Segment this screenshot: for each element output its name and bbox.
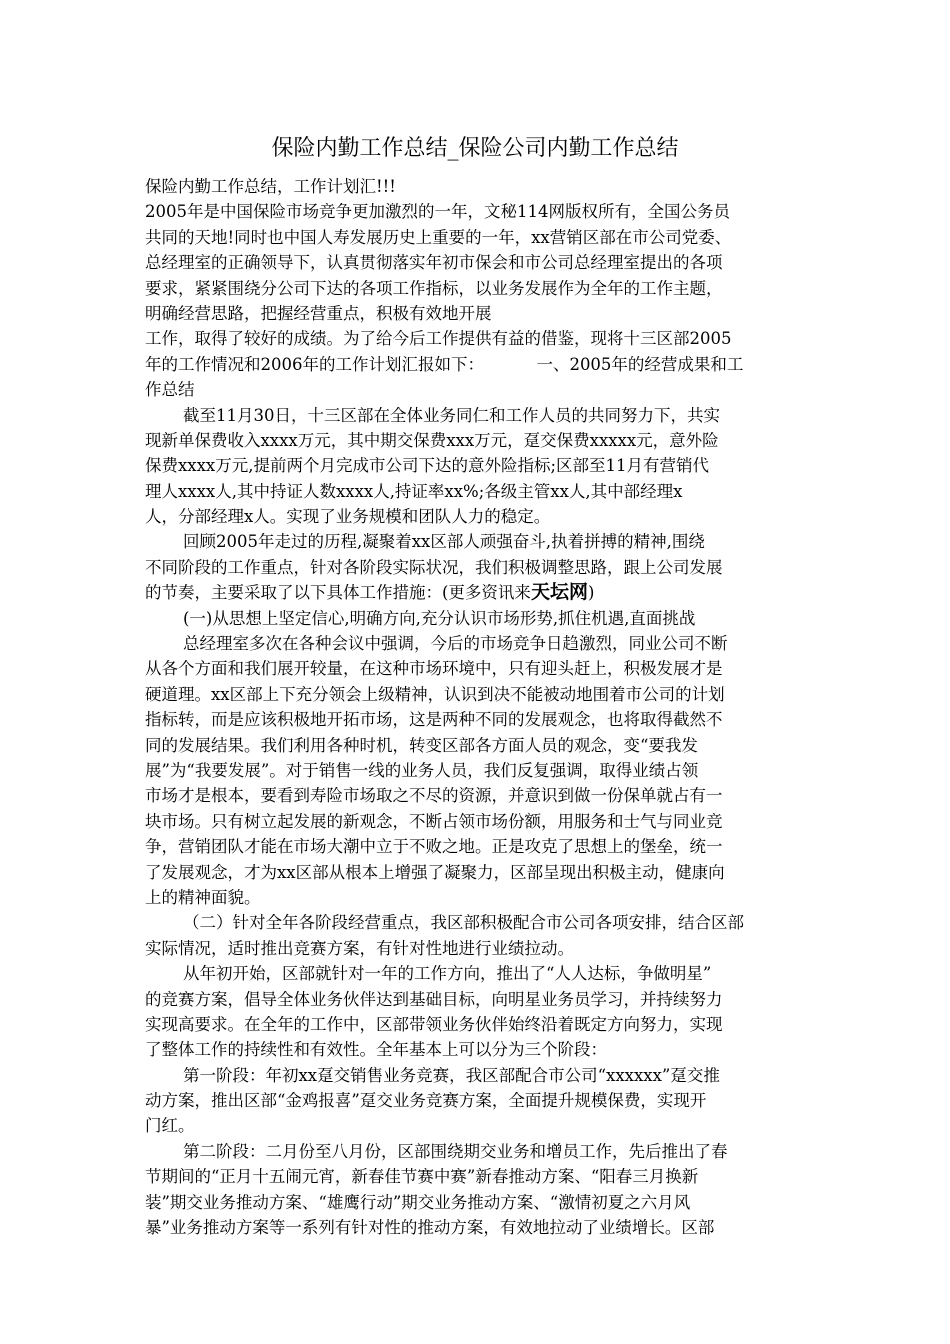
text-line-content: （二）针对全年各阶段经营重点，我区部积极配合市公司各项安排，结合区部 [183, 913, 744, 933]
text-line [145, 301, 810, 326]
text-line-inner [145, 733, 698, 758]
text-line [145, 453, 810, 478]
text-line [145, 631, 810, 656]
text-line-inner [183, 1063, 720, 1088]
text-line-content: 2005年是中国保险市场竞争更加激烈的一年，文秘114网版权所有，全国公务员 [145, 202, 730, 222]
text-line [145, 656, 810, 681]
text-line-inner [145, 250, 723, 275]
text-line-content: 从各个方面和我们展开较量，在这种市场环境中，只有迎头赶上，积极发展才是 [145, 659, 723, 679]
text-line-inner [145, 834, 723, 859]
text-line-content: 指标转，而是应该积极地开拓市场，这是两种不同的发展观念，也将取得截然不 [145, 710, 723, 730]
text-line-inner [145, 809, 723, 834]
text-line-inner [145, 326, 732, 351]
text-line-content: 装”期交业务推动方案、“雄鹰行动”期交业务推动方案、“激情初夏之六月风 [145, 1192, 691, 1212]
text-line-inner [145, 301, 492, 326]
text-line-inner [145, 1215, 714, 1240]
text-line-content: 的节奏，主要采取了以下具体工作措施：(更多资讯来 [145, 583, 531, 603]
text-line-content: 截至11月30日，十三区部在全体业务同仁和工作人员的共同努力下，共实 [183, 405, 720, 425]
text-line-content: 实际情况，适时推出竞赛方案，有针对性地进行业绩拉动。 [145, 938, 574, 958]
text-line [145, 606, 810, 631]
text-line-content: 保费xxxx万元,提前两个月完成市公司下达的意外险指标;区部至11月有营销代 [145, 456, 710, 476]
text-line-content: 争，营销团队才能在市场大潮中立于不败之地。正是攻克了思想上的堡垒，统一 [145, 837, 723, 857]
text-line [145, 1139, 810, 1164]
text-line [145, 885, 810, 910]
text-line-content: 理人xxxx人,其中持证人数xxxx人,持证率xx%;各级主管xx人,其中部经理x [145, 481, 683, 501]
text-line [145, 529, 810, 554]
text-line [145, 987, 810, 1012]
text-line [145, 326, 810, 351]
text-line [145, 1190, 810, 1215]
text-line-content: 人，分部经理x人。实现了业务规模和团队人力的稳定。 [145, 507, 551, 527]
text-line-inner [145, 453, 709, 478]
text-line-inner [183, 529, 705, 554]
text-line [145, 225, 810, 250]
text-line-inner [145, 1190, 690, 1215]
text-line [145, 580, 810, 605]
text-line [145, 403, 810, 428]
text-line-inner [183, 961, 711, 986]
text-line-inner [145, 707, 723, 732]
text-line [145, 250, 810, 275]
text-line [145, 479, 810, 504]
text-line-content: 了发展观念，才为xx区部从根本上增强了凝聚力，区部呈现出积极主动，健康向 [145, 862, 725, 882]
text-line-content: 不同阶段的工作重点，针对各阶段实际状况，我们积极调整思路，跟上公司发展 [145, 557, 723, 577]
text-line [145, 733, 810, 758]
text-line-inner [145, 1088, 706, 1113]
text-line-content: 第一阶段：年初xx趸交销售业务竞赛，我区部配合市公司“xxxxxx”趸交推 [183, 1065, 720, 1085]
text-line-content: 展”为“我要发展”。对于销售一线的业务人员，我们反复强调，取得业绩占领 [145, 760, 699, 780]
text-line [145, 276, 810, 301]
text-line-content: 块市场。只有树立起发展的新观念，不断占领市场份额，用服务和士气与同业竞 [145, 811, 723, 831]
document-body [145, 174, 810, 1240]
text-line-inner [183, 606, 695, 631]
text-line [145, 199, 810, 224]
text-line-content: 总经理室多次在各种会议中强调，今后的市场竞争日趋激烈，同业公司不断 [183, 634, 728, 654]
text-line [145, 1037, 810, 1062]
text-line [145, 758, 810, 783]
text-line-inner [145, 656, 723, 681]
text-line-content: 节期间的“正月十五闹元宵，新春佳节赛中赛”新春推动方案、“阳春三月换新 [145, 1167, 699, 1187]
text-line-content: 年的工作情况和2006年的工作计划汇报如下： 一、2005年的经营成果和工 [145, 354, 744, 374]
text-line [145, 174, 810, 199]
text-line [145, 1012, 810, 1037]
text-line-content: 保险内勤工作总结，工作计划汇!!! [145, 177, 396, 196]
text-line-inner [183, 1139, 728, 1164]
text-line-inner [145, 987, 723, 1012]
text-line-content: 作总结 [145, 380, 195, 400]
text-line-content: 共同的天地!同时也中国人寿发展历史上重要的一年，xx营销区部在市公司党委、 [145, 227, 732, 247]
text-line [145, 1164, 810, 1189]
text-line [145, 555, 810, 580]
text-line-inner [145, 555, 723, 580]
text-line [145, 377, 810, 402]
text-line-inner [145, 377, 195, 402]
text-line [145, 352, 810, 377]
text-line-inner [145, 936, 574, 961]
text-line-inner [145, 504, 550, 529]
text-line-inner [145, 1037, 607, 1062]
site-brand-text: 天坛网 [530, 581, 588, 604]
text-line-content: 市场才是根本，要看到寿险市场取之不尽的资源，并意识到做一份保单就占有一 [145, 786, 723, 806]
text-line-content: 硬道理。xx区部上下充分领会上级精神，认识到决不能被动地围着市公司的计划 [145, 684, 725, 704]
text-line-content: 现新单保费收入xxxx万元，其中期交保费xxx万元，趸交保费xxxxx元，意外险 [145, 430, 719, 450]
text-line [145, 428, 810, 453]
text-line [145, 809, 810, 834]
text-line-content: 第二阶段：二月份至八月份，区部围绕期交业务和增员工作，先后推出了春 [183, 1141, 728, 1161]
text-line [145, 682, 810, 707]
text-line-inner [183, 403, 720, 428]
text-line [145, 1063, 810, 1088]
text-line-content: 回顾2005年走过的历程,凝聚着xx区部人顽强奋斗,执着拼搏的精神,围绕 [183, 532, 705, 552]
text-line-inner [145, 580, 594, 605]
text-line [145, 1088, 810, 1113]
text-line-inner [183, 910, 744, 935]
text-line-content: 同的发展结果。我们利用各种时机，转变区部各方面人员的观念，变“要我发 [145, 735, 698, 755]
text-line-content: 要求，紧紧围绕分公司下达的各项工作指标，以业务发展作为全年的工作主题， [145, 278, 723, 298]
text-line-suffix: ) [587, 583, 595, 603]
text-line-content: 总经理室的正确领导下，认真贯彻落实年初市保会和市公司总经理室提出的各项 [145, 253, 723, 273]
text-line-inner [145, 758, 698, 783]
text-line [145, 834, 810, 859]
text-line-content: 动方案，推出区部“金鸡报喜”趸交业务竞赛方案，全面提升规模保费，实现开 [145, 1091, 707, 1111]
text-line [145, 707, 810, 732]
text-line-content: (一)从思想上坚定信心,明确方向,充分认识市场形势,抓住机遇,直面挑战 [183, 608, 696, 628]
text-line-inner [145, 1164, 698, 1189]
text-line-inner [145, 885, 261, 910]
text-line [145, 860, 810, 885]
text-line-inner [145, 276, 723, 301]
text-line-inner [183, 631, 728, 656]
text-line-inner [145, 225, 731, 250]
text-line-content: 门红。 [145, 1116, 195, 1136]
text-line-content: 上的精神面貌。 [145, 887, 261, 907]
text-line-content: 工作，取得了较好的成绩。为了给今后工作提供有益的借鉴，现将十三区部2005 [145, 329, 732, 349]
text-line [145, 910, 810, 935]
text-line-inner [145, 479, 682, 504]
text-line-content: 明确经营思路，把握经营重点，积极有效地开展 [145, 303, 492, 323]
text-line-inner [145, 174, 396, 199]
text-line-content: 的竞赛方案，倡导全体业务伙伴达到基础目标，向明星业务员学习，并持续努力 [145, 989, 723, 1009]
text-line-inner [145, 1012, 723, 1037]
document-title: 保险内勤工作总结_保险公司内勤工作总结 [271, 136, 679, 161]
text-line-content: 了整体工作的持续性和有效性。全年基本上可以分为三个阶段： [145, 1040, 607, 1060]
text-line [145, 783, 810, 808]
text-line-inner [145, 1113, 195, 1138]
text-line-inner [145, 860, 725, 885]
text-line [145, 936, 810, 961]
text-line-inner [145, 352, 743, 377]
text-line [145, 1113, 810, 1138]
text-line-inner [145, 428, 719, 453]
text-line-content: 从年初开始，区部就针对一年的工作方向，推出了“人人达标，争做明星” [183, 964, 712, 984]
text-line-inner [145, 783, 723, 808]
text-line [145, 1215, 810, 1240]
text-line-content: 实现高要求。在全年的工作中，区部带领业务伙伴始终沿着既定方向努力，实现 [145, 1014, 723, 1034]
text-line [145, 504, 810, 529]
text-line [145, 961, 810, 986]
text-line-content: 暴”业务推动方案等一系列有针对性的推动方案，有效地拉动了业绩增长。区部 [145, 1218, 715, 1238]
text-line-inner [145, 682, 725, 707]
text-line-inner [145, 199, 730, 224]
